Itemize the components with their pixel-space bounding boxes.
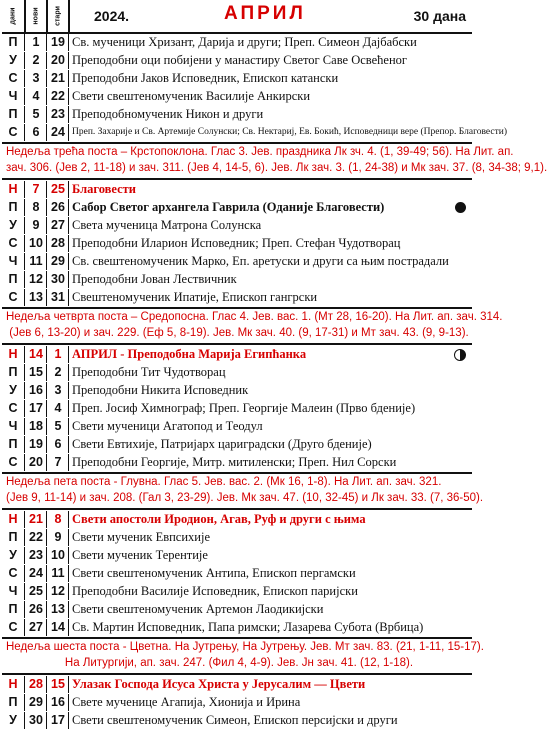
- new-date-cell: 13: [26, 289, 47, 306]
- weekday-cell: П: [2, 694, 25, 711]
- old-date-cell: 22: [48, 88, 69, 105]
- readings-line: (Јев 9, 11-14) и зач. 208. (Гал 3, 23-29). Јев. Мк зач. 47. (10, 32-45) и Лк зач. 33. (7, 36-50).: [6, 492, 484, 504]
- day-row: [2, 400, 472, 417]
- weekday-cell: Ч: [2, 253, 25, 270]
- weekday-cell: П: [2, 529, 25, 546]
- new-style-column-label: нови: [32, 7, 40, 25]
- new-date-cell: 19: [26, 436, 47, 453]
- weekday-cell: С: [2, 400, 25, 417]
- old-date-cell: 4: [48, 400, 69, 417]
- new-date-cell: 5: [26, 106, 47, 123]
- weekday-cell: С: [2, 289, 25, 306]
- weekday-cell: П: [2, 106, 25, 123]
- new-date-cell: 30: [26, 712, 47, 729]
- saint-text: Преподобни Георгије, Митр. митиленски; Преп. Нил Сорски: [72, 455, 397, 469]
- saint-text: Св. мученици Хризант, Дарија и други; Преп. Симеон Дајбабски: [72, 35, 417, 49]
- saint-text: Свети свештеномученик Антипа, Епископ пергамски: [72, 566, 356, 580]
- weekday-cell: П: [2, 199, 25, 216]
- old-date-cell: 6: [48, 436, 69, 453]
- readings-line: Недеља трећа поста – Крстопоклона. Глас 3. Јев. праздника Лк зч. 4. (1, 39-49; 56). На Лит. ап.: [6, 146, 514, 158]
- new-date-cell: 28: [26, 676, 47, 693]
- new-date-cell: 18: [26, 418, 47, 435]
- readings-line: На Литургији, ап. зач. 247. (Фил 4, 4-9). Јев. Јн зач. 41. (12, 1-18).: [64, 657, 414, 669]
- weekday-cell: У: [2, 382, 25, 399]
- day-row: [2, 676, 472, 693]
- saint-text: Сабор Светог архангела Гаврила (Оданије Благовести): [72, 200, 385, 214]
- new-date-cell: 27: [26, 619, 47, 636]
- day-row: [2, 511, 472, 528]
- old-date-cell: 25: [48, 181, 69, 198]
- new-date-cell: 1: [26, 34, 47, 51]
- new-date-cell: 25: [26, 583, 47, 600]
- day-row: [2, 199, 472, 216]
- weekday-cell: С: [2, 565, 25, 582]
- new-date-cell: 6: [26, 124, 47, 141]
- saint-text: Св. Мартин Исповедник, Папа римски; Лазарева Субота (Врбица): [72, 620, 424, 634]
- old-date-cell: 24: [48, 124, 69, 141]
- saint-text: Света мученица Матрона Солунска: [72, 218, 262, 232]
- day-row: [2, 382, 472, 399]
- weekday-cell: У: [2, 217, 25, 234]
- old-style-column-label: стари: [54, 6, 62, 26]
- weekday-cell: С: [2, 619, 25, 636]
- full-moon-icon: [455, 202, 466, 213]
- old-date-cell: 5: [48, 418, 69, 435]
- sunday-readings: [2, 309, 503, 343]
- day-row: [2, 364, 472, 381]
- old-date-cell: 20: [48, 52, 69, 69]
- saint-text: Благовести: [72, 182, 137, 196]
- old-date-cell: 26: [48, 199, 69, 216]
- day-row: [2, 694, 472, 711]
- new-style-column-header: [26, 0, 48, 32]
- new-date-cell: 26: [26, 601, 47, 618]
- new-date-cell: 16: [26, 382, 47, 399]
- saint-text: Свети Евтихије, Патријарх цариградски (Друго бденије): [72, 437, 372, 451]
- saint-text: Свети мученик Евпсихије: [72, 530, 210, 544]
- new-date-cell: 15: [26, 364, 47, 381]
- saint-text: Свети мученик Терентије: [72, 548, 208, 562]
- divider: [2, 508, 472, 510]
- calendar-header: [2, 0, 472, 34]
- sunday-readings: [2, 474, 484, 508]
- new-date-cell: 10: [26, 235, 47, 252]
- saint-text: Преп. Захарије и Св. Артемије Солунски; Св. Нектариј, Ев. Бокић, Исповедници вере (Препор. Благовести): [72, 127, 507, 137]
- readings-line: (Јев 6, 13-20) и зач. 229. (Еф 5, 8-19). Јев. Мк зач. 40. (9, 17-31) и Мт зач. 43. (9, 9-13).: [9, 327, 469, 339]
- old-date-cell: 31: [48, 289, 69, 306]
- new-date-cell: 4: [26, 88, 47, 105]
- day-row: [2, 418, 472, 435]
- saint-text: Улазак Господа Исуса Христа у Јерусалим — Цвети: [72, 677, 366, 691]
- day-row: [2, 289, 472, 306]
- saint-text: Преподобни оци побијени у манастиру Светог Саве Освећеног: [72, 53, 408, 67]
- readings-line: Недеља пета поста - Глувна. Глас 5. Јев. вас. 2. (Мк 16, 1-8). На Лит. ап. зач. 321.: [6, 476, 442, 488]
- saint-text: Преподобни Василије Исповедник, Епископ паријски: [72, 584, 358, 598]
- old-date-cell: 11: [48, 565, 69, 582]
- old-date-cell: 21: [48, 70, 69, 87]
- old-date-cell: 10: [48, 547, 69, 564]
- new-date-cell: 9: [26, 217, 47, 234]
- sunday-readings: [2, 144, 547, 178]
- half-moon-icon: [454, 349, 466, 361]
- weekday-cell: П: [2, 364, 25, 381]
- month-title: АПРИЛ: [224, 3, 306, 24]
- old-date-cell: 30: [48, 271, 69, 288]
- old-date-cell: 27: [48, 217, 69, 234]
- weekday-cell: П: [2, 601, 25, 618]
- old-date-cell: 17: [48, 712, 69, 729]
- day-row: [2, 235, 472, 252]
- saint-text: Свети свештеномученик Артемон Лаодикијски: [72, 602, 324, 616]
- saint-text: Свештеномученик Ипатије, Епископ гангрски: [72, 290, 318, 304]
- day-row: [2, 253, 472, 270]
- new-date-cell: 3: [26, 70, 47, 87]
- weekday-cell: С: [2, 235, 25, 252]
- old-date-cell: 19: [48, 34, 69, 51]
- day-row: [2, 529, 472, 546]
- old-date-cell: 2: [48, 364, 69, 381]
- old-date-cell: 8: [48, 511, 69, 528]
- weekday-cell: Ч: [2, 583, 25, 600]
- day-row: [2, 181, 472, 198]
- new-date-cell: 12: [26, 271, 47, 288]
- old-date-cell: 1: [48, 346, 69, 363]
- saint-text: Св. свештеномученик Марко, Еп. аретуски и други са њим пострадали: [72, 254, 449, 268]
- weekday-cell: Ч: [2, 88, 25, 105]
- day-row: [2, 619, 472, 636]
- divider: [2, 343, 472, 345]
- day-row: [2, 454, 472, 471]
- saint-text: Свети свештеномученик Василије Анкирски: [72, 89, 311, 103]
- divider: [2, 673, 472, 675]
- day-row: [2, 88, 472, 105]
- saint-text: Преподобни Јован Лествичник: [72, 272, 237, 286]
- readings-line: Недеља четврта поста – Средопосна. Глас 4. Јев. вас. 1. (Мт 28, 16-20). На Лит. ап. зач. 314.: [6, 311, 503, 323]
- old-date-cell: 12: [48, 583, 69, 600]
- weekday-cell: У: [2, 547, 25, 564]
- old-date-cell: 7: [48, 454, 69, 471]
- day-row: [2, 52, 472, 69]
- new-date-cell: 29: [26, 694, 47, 711]
- old-date-cell: 13: [48, 601, 69, 618]
- old-date-cell: 28: [48, 235, 69, 252]
- new-date-cell: 2: [26, 52, 47, 69]
- year-label: 2024.: [94, 8, 130, 24]
- day-row: [2, 712, 472, 729]
- saint-text: Преподобни Иларион Исповедник; Преп. Стефан Чудотворац: [72, 236, 401, 250]
- old-date-cell: 29: [48, 253, 69, 270]
- new-date-cell: 14: [26, 346, 47, 363]
- saint-text: Преподобномученик Никон и други: [72, 107, 264, 121]
- day-row: [2, 70, 472, 87]
- old-date-cell: 14: [48, 619, 69, 636]
- saint-text: Свети апостоли Иродион, Агав, Руф и други с њима: [72, 512, 366, 526]
- day-row: [2, 271, 472, 288]
- new-date-cell: 22: [26, 529, 47, 546]
- day-row: [2, 565, 472, 582]
- sunday-readings: [2, 639, 484, 673]
- saint-text: АПРИЛ - Преподобна Марија Египћанка: [72, 347, 307, 361]
- day-row: [2, 346, 472, 363]
- weekday-cell: С: [2, 70, 25, 87]
- day-row: [2, 601, 472, 618]
- weekday-cell: У: [2, 52, 25, 69]
- saint-text: Свете мученице Агапија, Хионија и Ирина: [72, 695, 301, 709]
- new-date-cell: 8: [26, 199, 47, 216]
- day-column-label: дани: [9, 7, 17, 25]
- day-column-header: [2, 0, 26, 32]
- weekday-cell: П: [2, 436, 25, 453]
- weekday-cell: Н: [2, 181, 25, 198]
- weekday-cell: Н: [2, 346, 25, 363]
- weekday-cell: П: [2, 271, 25, 288]
- new-date-cell: 17: [26, 400, 47, 417]
- weekday-cell: Н: [2, 676, 25, 693]
- weekday-cell: У: [2, 712, 25, 729]
- day-row: [2, 217, 472, 234]
- weekday-cell: Ч: [2, 418, 25, 435]
- new-date-cell: 24: [26, 565, 47, 582]
- saint-text: Преподобни Никита Исповедник: [72, 383, 249, 397]
- day-row: [2, 547, 472, 564]
- saint-text: Свети свештеномученик Симеон, Епископ персијски и други: [72, 713, 398, 727]
- new-date-cell: 21: [26, 511, 47, 528]
- saint-text: Преп. Јосиф Химнограф; Преп. Георгије Малеин (Прво бденије): [72, 401, 416, 415]
- day-row: [2, 124, 507, 141]
- new-date-cell: 11: [26, 253, 47, 270]
- weekday-cell: П: [2, 34, 25, 51]
- old-date-cell: 23: [48, 106, 69, 123]
- readings-line: Недеља шеста поста - Цветна. На Јутрењу, На Јутрењу. Јев. Мт зач. 83. (21, 1-11, 15-17).: [6, 641, 484, 653]
- old-date-cell: 15: [48, 676, 69, 693]
- day-row: [2, 583, 472, 600]
- calendar-page: [2, 0, 547, 727]
- old-date-cell: 16: [48, 694, 69, 711]
- old-style-column-header: [48, 0, 70, 32]
- day-row: [2, 436, 472, 453]
- day-row: [2, 106, 472, 123]
- weekday-cell: Н: [2, 511, 25, 528]
- saint-text: Преподобни Тит Чудотворац: [72, 365, 226, 379]
- old-date-cell: 9: [48, 529, 69, 546]
- saint-text: Свети мученици Агатопод и Теодул: [72, 419, 263, 433]
- new-date-cell: 20: [26, 454, 47, 471]
- weekday-cell: С: [2, 454, 25, 471]
- divider: [2, 178, 472, 180]
- new-date-cell: 7: [26, 181, 47, 198]
- days-count: 30 дана: [413, 8, 466, 24]
- readings-line: зач. 306. (Јев 2, 11-18) и зач. 311. (Јев 4, 14-5, 6). Јев. Лк зач. 3. (1, 24-38) и Мк зач. 37. (8, 34-38; 9,1).: [6, 162, 547, 174]
- saint-text: Преподобни Јаков Исповедник, Епископ катански: [72, 71, 339, 85]
- old-date-cell: 3: [48, 382, 69, 399]
- day-row: [2, 34, 472, 51]
- weekday-cell: С: [2, 124, 25, 141]
- new-date-cell: 23: [26, 547, 47, 564]
